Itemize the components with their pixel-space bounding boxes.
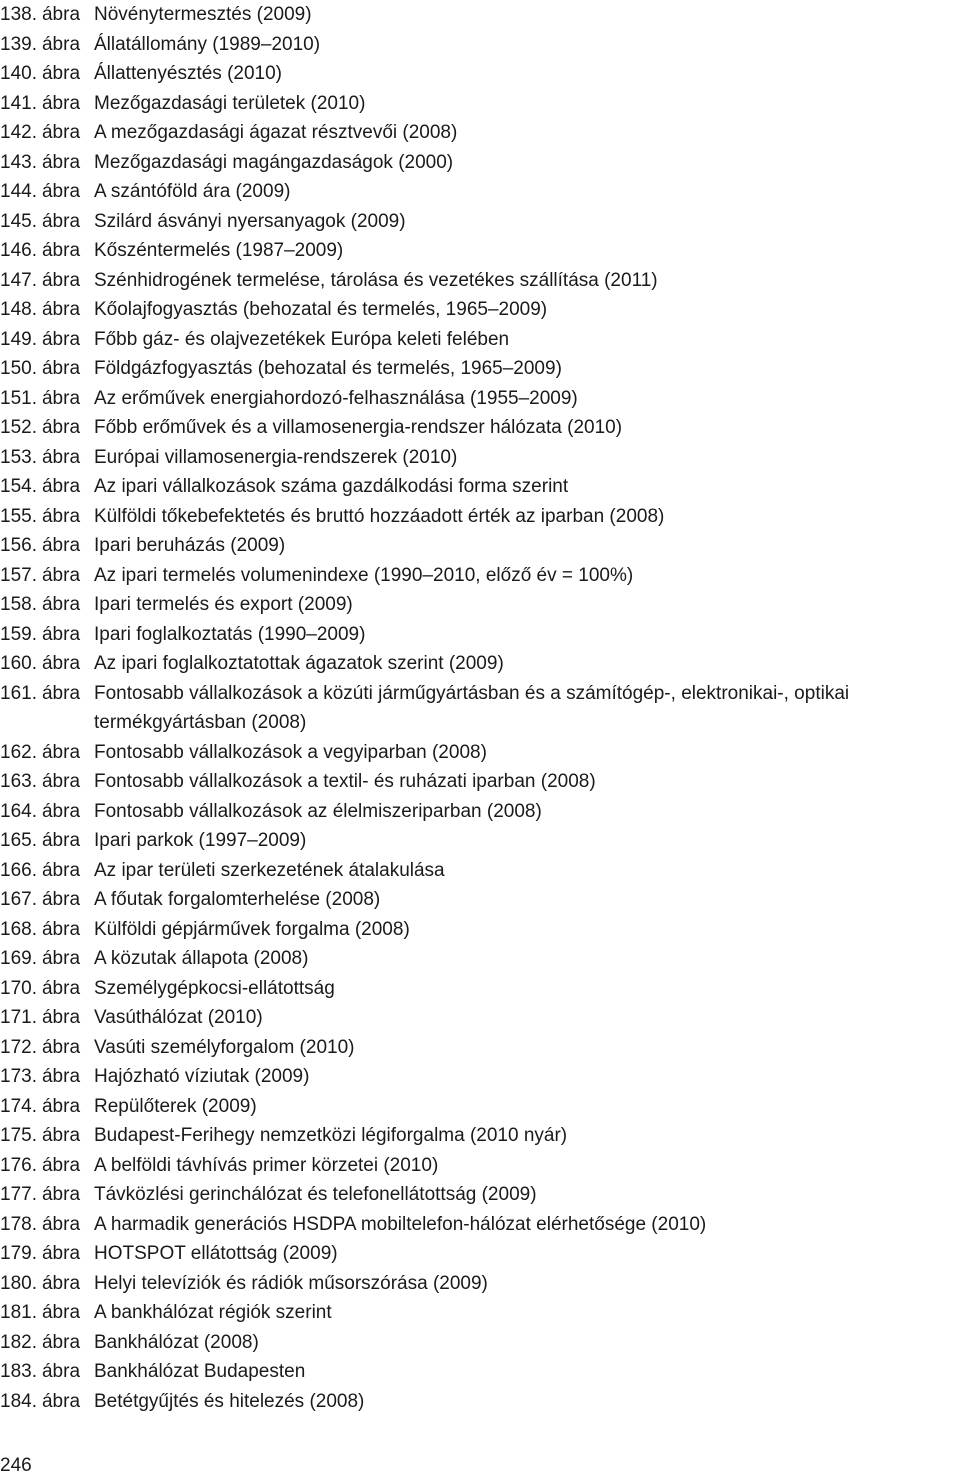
figure-list-item xyxy=(0,1151,960,1181)
figure-label: ábra xyxy=(41,1125,81,1146)
figure-label: ábra xyxy=(41,564,81,586)
figure-list-item xyxy=(0,797,960,827)
figure-label: ábra xyxy=(41,299,81,320)
figure-list-item xyxy=(0,413,960,443)
figure-number: 144. xyxy=(0,181,37,202)
figure-prefix xyxy=(0,207,94,237)
figure-number: 176. xyxy=(0,1154,37,1176)
figure-prefix xyxy=(0,1387,94,1417)
figure-number: 154. xyxy=(0,476,37,497)
figure-prefix xyxy=(0,1151,94,1181)
figure-label: ábra xyxy=(41,63,81,84)
figure-number: 146. xyxy=(0,240,37,261)
figure-list-item xyxy=(0,649,960,679)
figure-prefix xyxy=(0,1003,94,1033)
figure-prefix xyxy=(0,236,94,266)
figure-title: Betétgyűjtés és hitelezés (2008) xyxy=(94,1390,365,1412)
figure-label: ábra xyxy=(41,1036,81,1058)
figure-prefix xyxy=(0,531,94,561)
figure-prefix xyxy=(0,1239,94,1269)
figure-prefix xyxy=(0,590,94,620)
figure-prefix xyxy=(0,0,94,30)
figure-label: ábra xyxy=(41,1361,81,1382)
figure-list-item xyxy=(0,1269,960,1299)
figure-prefix xyxy=(0,384,94,414)
figure-list-item xyxy=(0,472,960,502)
figure-number: 162. xyxy=(0,741,37,763)
figure-prefix xyxy=(0,974,94,1004)
figure-number: 179. xyxy=(0,1243,37,1264)
figure-number: 153. xyxy=(0,446,37,468)
figure-label: ábra xyxy=(41,1154,81,1176)
figure-title: Helyi televíziók és rádiók műsorszórása (2009) xyxy=(94,1272,488,1294)
figure-list-item xyxy=(0,1180,960,1210)
figure-title: Szilárd ásványi nyersanyagok (2009) xyxy=(94,210,406,232)
figure-label: ábra xyxy=(41,1066,81,1087)
figure-label: ábra xyxy=(41,889,81,910)
figure-number: 149. xyxy=(0,328,37,350)
figure-title: Állatállomány (1989–2010) xyxy=(94,33,321,55)
figure-title: Fontosabb vállalkozások a textil- és ruházati iparban (2008) xyxy=(94,771,596,792)
figure-title: Mezőgazdasági magángazdaságok (2000) xyxy=(94,151,454,173)
figure-label: ábra xyxy=(41,594,81,615)
figure-label: ábra xyxy=(41,653,81,674)
figure-list-item xyxy=(0,1298,960,1328)
figure-title: Budapest-Ferihegy nemzetközi légiforgalma (2010 nyár) xyxy=(94,1125,568,1146)
figure-list-item xyxy=(0,1121,960,1151)
figure-label: ábra xyxy=(41,505,81,527)
figure-list-item xyxy=(0,561,960,591)
figure-prefix xyxy=(0,89,94,119)
figure-title: Állattenyésztés (2010) xyxy=(94,63,282,84)
figure-label: ábra xyxy=(41,623,81,645)
figure-title: Fontosabb vállalkozások az élelmiszeriparban (2008) xyxy=(94,800,542,822)
figure-number: 157. xyxy=(0,564,37,586)
figure-label: ábra xyxy=(41,358,81,379)
figure-label: ábra xyxy=(41,535,81,556)
figure-title: Fontosabb vállalkozások a közúti járműgyártásban és a számítógép-, elektronikai-, optikai termékgyártásban (2008) xyxy=(94,682,850,733)
figure-list-item xyxy=(0,0,960,30)
figure-title: Földgázfogyasztás (behozatal és termelés, 1965–2009) xyxy=(94,358,562,379)
figure-number: 175. xyxy=(0,1125,37,1146)
figure-number: 150. xyxy=(0,358,37,379)
figure-label: ábra xyxy=(41,800,81,822)
figure-list-item xyxy=(0,1033,960,1063)
figure-prefix xyxy=(0,1121,94,1151)
figure-list-item xyxy=(0,30,960,60)
figure-list-item xyxy=(0,325,960,355)
figure-list-item xyxy=(0,531,960,561)
figure-label: ábra xyxy=(41,859,81,881)
figure-title: Főbb erőművek és a villamosenergia-rendszer hálózata (2010) xyxy=(94,417,623,438)
figure-prefix xyxy=(0,354,94,384)
figure-label: ábra xyxy=(41,4,81,25)
figure-number: 151. xyxy=(0,387,37,409)
figure-list-item xyxy=(0,885,960,915)
figure-list-item xyxy=(0,915,960,945)
figure-number: 148. xyxy=(0,299,37,320)
page-number: 246 xyxy=(0,1455,32,1476)
figure-label: ábra xyxy=(41,210,81,232)
figure-title: Kőszéntermelés (1987–2009) xyxy=(94,240,344,261)
figure-prefix xyxy=(0,443,94,473)
figure-label: ábra xyxy=(41,918,81,940)
figure-label: ábra xyxy=(41,830,81,851)
figure-list-item xyxy=(0,236,960,266)
figure-title: Az ipari termelés volumenindexe (1990–2010, előző év = 100%) xyxy=(94,564,634,586)
figure-list-item xyxy=(0,1357,960,1387)
figure-title: A harmadik generációs HSDPA mobiltelefon-hálózat elérhetősége (2010) xyxy=(94,1213,707,1235)
figure-label: ábra xyxy=(41,33,81,55)
figure-number: 142. xyxy=(0,122,37,143)
figure-prefix xyxy=(0,1357,94,1387)
figure-number: 164. xyxy=(0,800,37,822)
figure-list-item xyxy=(0,1387,960,1417)
figure-prefix xyxy=(0,738,94,768)
figure-prefix xyxy=(0,325,94,355)
figure-prefix xyxy=(0,885,94,915)
figure-list-item xyxy=(0,1092,960,1122)
figure-list-item xyxy=(0,59,960,89)
figure-prefix xyxy=(0,118,94,148)
figure-title: Az ipar területi szerkezetének átalakulása xyxy=(94,859,445,881)
figure-prefix xyxy=(0,767,94,797)
figure-number: 171. xyxy=(0,1007,37,1028)
figure-title: Európai villamosenergia-rendszerek (2010) xyxy=(94,446,458,468)
figure-list-item xyxy=(0,148,960,178)
figure-label: ábra xyxy=(41,446,81,468)
figure-prefix xyxy=(0,1210,94,1240)
figure-prefix xyxy=(0,915,94,945)
figure-list-item xyxy=(0,1239,960,1269)
figure-prefix xyxy=(0,649,94,679)
figure-title: Vasúthálózat (2010) xyxy=(94,1007,263,1028)
figure-number: 145. xyxy=(0,210,37,232)
figure-number: 168. xyxy=(0,918,37,940)
figure-number: 156. xyxy=(0,535,37,556)
figure-title: Növénytermesztés (2009) xyxy=(94,4,312,25)
figure-prefix xyxy=(0,1062,94,1092)
figure-number: 174. xyxy=(0,1095,37,1117)
figure-title: Bankhálózat (2008) xyxy=(94,1331,259,1353)
figure-title: A közutak állapota (2008) xyxy=(94,948,309,969)
figure-prefix xyxy=(0,472,94,502)
figure-label: ábra xyxy=(41,1184,81,1205)
figure-label: ábra xyxy=(41,771,81,792)
figure-list-item xyxy=(0,1062,960,1092)
figure-number: 172. xyxy=(0,1036,37,1058)
figure-number: 160. xyxy=(0,653,37,674)
figure-label: ábra xyxy=(41,948,81,969)
figure-title: A szántóföld ára (2009) xyxy=(94,181,291,202)
figure-label: ábra xyxy=(41,1213,81,1235)
figure-title: Főbb gáz- és olajvezetékek Európa keleti felében xyxy=(94,328,510,350)
figure-prefix xyxy=(0,1180,94,1210)
figure-title: Távközlési gerinchálózat és telefonellátottság (2009) xyxy=(94,1184,537,1205)
figure-prefix xyxy=(0,1033,94,1063)
figure-label: ábra xyxy=(41,1302,81,1323)
figure-prefix xyxy=(0,30,94,60)
figure-prefix xyxy=(0,1092,94,1122)
figure-title: Az ipari vállalkozások száma gazdálkodási forma szerint xyxy=(94,476,569,497)
figure-title: Mezőgazdasági területek (2010) xyxy=(94,92,366,114)
figure-number: 165. xyxy=(0,830,37,851)
figure-list-item xyxy=(0,443,960,473)
figure-list-item xyxy=(0,944,960,974)
figure-title: Bankhálózat Budapesten xyxy=(94,1361,306,1382)
figure-number: 169. xyxy=(0,948,37,969)
figure-title: Ipari parkok (1997–2009) xyxy=(94,830,307,851)
figure-label: ábra xyxy=(41,151,81,173)
figure-prefix xyxy=(0,177,94,207)
figure-number: 177. xyxy=(0,1184,37,1205)
figure-list-item xyxy=(0,974,960,1004)
figure-number: 173. xyxy=(0,1066,37,1087)
figure-list-item xyxy=(0,620,960,650)
figure-number: 147. xyxy=(0,269,37,291)
figure-title: Vasúti személyforgalom (2010) xyxy=(94,1036,355,1058)
figure-number: 139. xyxy=(0,33,37,55)
figure-list-item xyxy=(0,354,960,384)
figure-prefix xyxy=(0,413,94,443)
figure-number: 167. xyxy=(0,889,37,910)
figure-number: 141. xyxy=(0,92,37,114)
figure-title: A mezőgazdasági ágazat résztvevői (2008) xyxy=(94,122,458,143)
figure-list-item xyxy=(0,856,960,886)
figure-number: 161. xyxy=(0,682,37,704)
figure-label: ábra xyxy=(41,1390,81,1412)
figure-label: ábra xyxy=(41,92,81,114)
figure-title: Ipari foglalkoztatás (1990–2009) xyxy=(94,623,366,645)
figure-number: 152. xyxy=(0,417,37,438)
figure-title: Az erőművek energiahordozó-felhasználása (1955–2009) xyxy=(94,387,578,409)
figure-label: ábra xyxy=(41,181,81,202)
figure-number: 166. xyxy=(0,859,37,881)
figure-title: A belföldi távhívás primer körzetei (2010) xyxy=(94,1154,439,1176)
figure-prefix xyxy=(0,59,94,89)
figure-number: 180. xyxy=(0,1272,37,1294)
figure-title: Repülőterek (2009) xyxy=(94,1095,257,1117)
figure-label: ábra xyxy=(41,1095,81,1117)
figure-title: Az ipari foglalkoztatottak ágazatok szerint (2009) xyxy=(94,653,504,674)
figure-list-item xyxy=(0,738,960,768)
figure-prefix xyxy=(0,856,94,886)
figure-list-item xyxy=(0,1003,960,1033)
figure-label: ábra xyxy=(41,1331,81,1353)
figure-label: ábra xyxy=(41,328,81,350)
figure-list-item xyxy=(0,295,960,325)
figure-list-item xyxy=(0,384,960,414)
figure-title: A főutak forgalomterhelése (2008) xyxy=(94,889,381,910)
figure-prefix xyxy=(0,1269,94,1299)
figure-number: 163. xyxy=(0,771,37,792)
figure-prefix xyxy=(0,561,94,591)
figure-label: ábra xyxy=(41,269,81,291)
figure-title: A bankhálózat régiók szerint xyxy=(94,1302,332,1323)
figure-number: 138. xyxy=(0,4,37,25)
figure-label: ábra xyxy=(41,1272,81,1294)
figure-prefix xyxy=(0,944,94,974)
figure-title: Külföldi tőkebefektetés és bruttó hozzáadott érték az iparban (2008) xyxy=(94,505,665,527)
figure-title: Ipari termelés és export (2009) xyxy=(94,594,353,615)
figure-number: 155. xyxy=(0,505,37,527)
figure-number: 143. xyxy=(0,151,37,173)
figure-prefix xyxy=(0,826,94,856)
figure-list-item xyxy=(0,89,960,119)
figure-number: 181. xyxy=(0,1302,37,1323)
figure-prefix xyxy=(0,1298,94,1328)
figure-list-item xyxy=(0,767,960,797)
figure-list-item xyxy=(0,177,960,207)
figure-list-item xyxy=(0,266,960,296)
figure-list-item xyxy=(0,826,960,856)
figure-list-item xyxy=(0,207,960,237)
figure-number: 178. xyxy=(0,1213,37,1235)
figure-number: 159. xyxy=(0,623,37,645)
figure-number: 170. xyxy=(0,977,37,999)
figure-label: ábra xyxy=(41,240,81,261)
figure-title: Kőolajfogyasztás (behozatal és termelés, 1965–2009) xyxy=(94,299,548,320)
figure-number: 140. xyxy=(0,63,37,84)
figure-title: Személygépkocsi-ellátottság xyxy=(94,977,335,999)
figure-list-item xyxy=(0,1328,960,1358)
figure-label: ábra xyxy=(41,417,81,438)
figure-list-item xyxy=(0,679,960,738)
figure-number: 183. xyxy=(0,1361,37,1382)
figure-number: 182. xyxy=(0,1331,37,1353)
figure-prefix xyxy=(0,148,94,178)
figure-list-item xyxy=(0,118,960,148)
figure-title: Külföldi gépjárművek forgalma (2008) xyxy=(94,918,410,940)
figure-prefix xyxy=(0,502,94,532)
figure-label: ábra xyxy=(41,977,81,999)
figure-title: Fontosabb vállalkozások a vegyiparban (2008) xyxy=(94,741,487,763)
figure-list-item xyxy=(0,590,960,620)
figure-number: 158. xyxy=(0,594,37,615)
figure-label: ábra xyxy=(41,387,81,409)
figure-title: Hajózható víziutak (2009) xyxy=(94,1066,310,1087)
figure-label: ábra xyxy=(41,1243,81,1264)
figure-number: 184. xyxy=(0,1390,37,1412)
figure-prefix xyxy=(0,1328,94,1358)
figure-prefix xyxy=(0,679,94,709)
figure-title: Ipari beruházás (2009) xyxy=(94,535,286,556)
figure-label: ábra xyxy=(41,741,81,763)
figure-label: ábra xyxy=(41,1007,81,1028)
figure-title: HOTSPOT ellátottság (2009) xyxy=(94,1243,338,1264)
figure-list-item xyxy=(0,1210,960,1240)
figure-label: ábra xyxy=(41,476,81,497)
figure-prefix xyxy=(0,797,94,827)
figure-label: ábra xyxy=(41,122,81,143)
figure-title: Szénhidrogének termelése, tárolása és vezetékes szállítása (2011) xyxy=(94,269,658,291)
figure-prefix xyxy=(0,266,94,296)
figure-prefix xyxy=(0,295,94,325)
figure-label: ábra xyxy=(41,682,81,704)
figure-list-item xyxy=(0,502,960,532)
figure-prefix xyxy=(0,620,94,650)
